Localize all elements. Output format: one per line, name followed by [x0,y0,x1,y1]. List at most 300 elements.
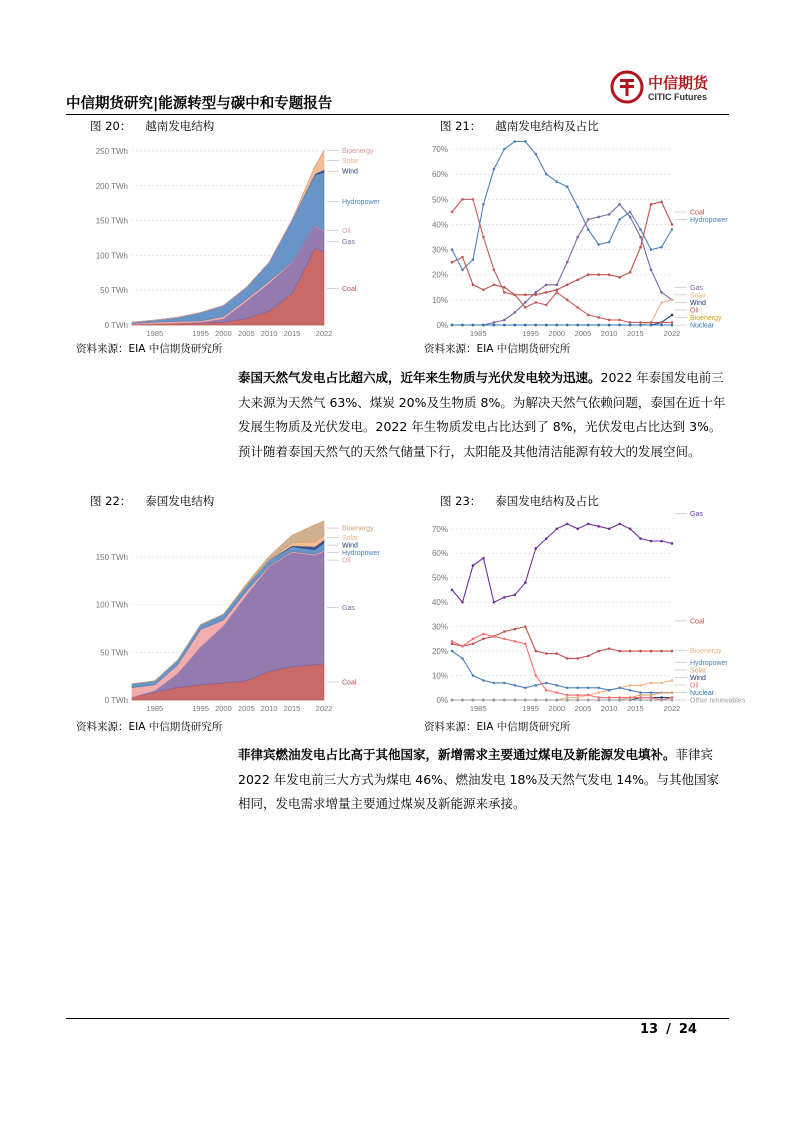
fig23-point-other-renewables [524,699,527,702]
fig23-point-hydropower [545,682,548,685]
fig21-point-hydropower [576,206,579,209]
fig21-point-oil [660,321,663,324]
fig23-point-other-renewables [503,699,506,702]
fig20-caption [90,118,214,134]
fig23-point-coal [555,652,558,655]
fig23-point-oil [608,696,611,699]
fig21-point-gas [639,236,642,239]
fig23-point-other-renewables [576,699,579,702]
fig21-y-tick-label: 50% [431,195,448,205]
fig21-point-nuclear [524,324,527,327]
paragraph-thailand-body: 2022 年泰国发电前三大来源为天然气 63%、煤炭 20%及生物质 8%。为解决天然气依赖问题，泰国在近十年发展生物质及光伏发电。2022 年生物质发电占比达到了 8%，光伏发电占比达到 3%。预计随着泰国天然气的天然气储量下行，太阳能及其他清洁能源有较大的发展空间。 [238,370,726,459]
fig23-series-label: Coal [690,618,705,626]
fig23-title: 泰国发电结构及占比 [495,494,599,508]
fig23-y-tick-label: 10% [431,671,448,681]
fig23-y-tick-label: 70% [431,524,448,534]
fig23-point-gas [671,542,674,545]
fig21-x-tick-label: 2010 [600,329,618,338]
fig21-point-gas [629,216,632,219]
fig21-point-hydropower [493,168,496,171]
fig23-line-hydropower [452,651,672,693]
fig21-point-nuclear [503,324,506,327]
fig23-point-coal [650,650,653,653]
fig21-point-hydropower [650,248,653,251]
fig21-point-hydropower [535,153,538,156]
fig21-point-oil [587,314,590,317]
fig21-point-coal [671,223,674,226]
fig23-point-hydropower [514,684,517,687]
fig22-x-tick-label: 1985 [146,704,164,713]
fig20-y-tick-label: 250 TWh [95,146,128,156]
fig23-series-label: Other renewables [690,697,746,705]
fig20-y-tick-label: 50 TWh [100,286,128,296]
fig23-point-hydropower [555,684,558,687]
fig23-y-tick-label: 40% [431,598,448,608]
fig21-point-nuclear [639,324,642,327]
fig23-series-label: Solar [690,667,707,675]
fig21-title: 越南发电结构及占比 [495,119,599,133]
fig23-point-oil [618,696,621,699]
fig21-series-label: Wind [690,299,706,307]
fig23-point-gas [545,537,548,540]
fig21-point-gas [618,203,621,206]
fig21-point-hydropower [597,243,600,246]
fig23-point-other-renewables [629,699,632,702]
citic-logo [610,70,722,110]
fig21-point-oil [461,198,464,201]
fig21-point-gas [576,236,579,239]
fig23-point-other-renewables [650,699,653,702]
fig23-line-gas [452,524,672,602]
fig23-point-gas [493,601,496,604]
fig23-point-hydropower [597,686,600,689]
fig21-point-coal [482,289,485,292]
fig21-point-coal [576,278,579,281]
fig20-y-tick-label: 150 TWh [95,216,128,226]
fig23-point-other-renewables [535,699,538,702]
fig23-point-other-renewables [618,699,621,702]
fig22-chart [70,509,382,714]
fig23-point-hydropower [618,686,621,689]
fig21-series-label: Hydropower [690,216,728,224]
fig21-point-oil [472,198,475,201]
fig23-x-tick-label: 1985 [469,704,487,713]
fig21-svg [418,134,730,339]
fig23-line-oil [452,634,672,700]
fig23-point-oil [650,696,653,699]
fig21-point-coal [472,283,475,286]
fig22-series-label: Wind [342,542,358,550]
fig23-series-label: Nuclear [690,690,715,697]
fig21-x-tick-label: 1995 [522,329,539,338]
fig23-chart [418,509,746,714]
fig23-point-oil [514,640,517,643]
fig23-point-coal [566,657,569,660]
fig22-y-tick-label: 100 TWh [95,600,128,610]
paragraph-philippines-lead: 菲律宾燃油发电占比高于其他国家，新增需求主要通过煤电及新能源发电填补。 [238,747,676,762]
fig23-point-coal [576,657,579,660]
fig20-source: 资料来源：EIA 中信期货研究所 [76,343,223,355]
page-separator: / [666,1022,671,1037]
page-current: 13 [640,1022,659,1037]
page-total: 24 [678,1022,697,1037]
fig23-point-oil [545,689,548,692]
fig23-point-oil [555,691,558,694]
fig21-point-nuclear [629,324,632,327]
fig21-point-nuclear [555,324,558,327]
fig21-point-gas [535,291,538,294]
fig21-y-tick-label: 20% [431,270,448,280]
fig21-y-tick-label: 70% [431,145,448,155]
fig21-point-hydropower [524,140,527,143]
fig23-point-hydropower [639,691,642,694]
fig21-point-gas [587,218,590,221]
fig21-point-oil [535,301,538,304]
fig23-point-hydropower [472,674,475,677]
fig21-x-tick-label: 2005 [574,329,592,338]
fig23-point-coal [618,650,621,653]
fig21-line-wind [452,315,672,325]
fig21-point-nuclear [461,324,464,327]
fig23-point-oil [451,640,454,643]
fig23-point-solar [671,691,674,694]
fig21-point-nuclear [482,324,485,327]
fig21-line-solar [452,300,672,325]
fig23-point-gas [461,601,464,604]
fig20-number: 图 20： [90,119,132,133]
fig21-point-gas [503,319,506,322]
fig23-point-hydropower [451,650,454,653]
fig22-title: 泰国发电结构 [145,494,215,508]
fig22-y-tick-label: 150 TWh [95,553,128,563]
paragraph-thailand-lead: 泰国天然气发电占比超六成，近年来生物质与光伏发电较为迅速。 [238,370,601,385]
fig23-point-gas [482,557,485,560]
fig23-point-oil [493,635,496,638]
fig21-chart [418,134,730,339]
fig21-point-hydropower [608,241,611,244]
fig21-point-nuclear [587,324,590,327]
page-number [640,1022,697,1037]
fig22-series-label: Oil [342,557,351,565]
fig23-point-gas [514,594,517,597]
fig21-x-tick-label: 2000 [548,329,566,338]
fig21-point-solar [660,301,663,304]
fig21-series-label: Gas [690,284,703,292]
fig21-number: 图 21： [440,119,482,133]
fig23-point-gas [555,527,558,530]
fig21-point-oil [639,321,642,324]
fig21-point-coal [660,201,663,204]
fig21-point-oil [545,304,548,307]
fig23-point-gas [451,589,454,592]
fig21-point-hydropower [671,228,674,231]
fig21-series-label: Coal [690,209,705,217]
fig23-point-bioenergy [660,682,663,685]
fig23-point-hydropower [608,689,611,692]
fig21-point-nuclear [650,324,653,327]
fig21-point-solar [671,299,674,302]
fig20-x-tick-label: 2000 [215,329,232,338]
fig23-point-bioenergy [629,684,632,687]
fig20-x-tick-label: 2005 [237,329,255,338]
fig21-point-hydropower [482,203,485,206]
fig23-point-other-renewables [451,699,454,702]
fig23-point-coal [524,625,527,628]
fig21-point-hydropower [472,258,475,261]
fig23-point-hydropower [629,689,632,692]
fig23-point-coal [660,650,663,653]
fig22-svg [70,509,382,714]
fig21-x-tick-label: 1985 [469,329,487,338]
fig21-point-nuclear [545,324,548,327]
fig23-point-hydropower [482,679,485,682]
header-divider [66,114,729,115]
fig21-point-hydropower [660,246,663,249]
fig21-point-nuclear [671,324,674,327]
fig23-y-tick-label: 20% [431,647,448,657]
fig21-point-hydropower [545,173,548,176]
fig21-caption [440,118,599,134]
fig22-y-tick-label: 50 TWh [100,648,128,658]
fig23-point-coal [472,642,475,645]
fig21-x-tick-label: 2022 [663,329,681,338]
fig23-y-tick-label: 50% [431,573,448,583]
fig23-point-solar [650,694,653,697]
fig23-point-bioenergy [566,696,569,699]
fig23-point-other-renewables [587,699,590,702]
fig23-point-gas [660,540,663,543]
fig21-point-nuclear [472,324,475,327]
fig23-point-other-renewables [566,699,569,702]
fig22-y-tick-label: 0 TWh [104,696,128,705]
fig22-source: 资料来源：EIA 中信期货研究所 [76,721,223,733]
fig21-point-coal [639,246,642,249]
fig23-point-gas [629,527,632,530]
fig23-point-oil [629,696,632,699]
fig20-y-tick-label: 100 TWh [95,251,128,261]
fig23-point-oil [671,696,674,699]
fig22-x-tick-label: 1995 [192,704,209,713]
fig21-point-hydropower [639,228,642,231]
fig23-point-coal [514,628,517,631]
fig23-point-other-renewables [493,699,496,702]
fig21-point-hydropower [555,180,558,183]
fig21-point-coal [503,286,506,289]
fig20-series-label: Wind [342,168,358,176]
fig20-title: 越南发电结构 [145,119,215,133]
fig21-series-label: Solar [690,292,707,300]
fig23-point-other-renewables [555,699,558,702]
logo-chinese-name: 中信期货 [648,74,709,92]
fig21-line-coal [452,202,672,295]
fig23-series-label: Hydropower [690,660,728,667]
fig21-line-oil [452,199,672,322]
fig21-point-gas [493,321,496,324]
fig23-point-gas [587,523,590,526]
fig21-point-coal [545,291,548,294]
fig21-point-gas [555,283,558,286]
fig21-point-nuclear [535,324,538,327]
fig23-series-label: Oil [690,682,699,690]
fig23-point-other-renewables [639,699,642,702]
fig23-point-coal [451,642,454,645]
fig21-point-hydropower [461,268,464,271]
fig21-point-nuclear [597,324,600,327]
fig23-point-wind [660,696,663,699]
fig22-x-tick-label: 2000 [215,704,232,713]
fig21-point-oil [451,211,454,214]
fig22-series-label: Bioenergy [342,525,374,533]
fig23-x-tick-label: 2015 [626,704,644,713]
fig23-point-gas [639,537,642,540]
paragraph-philippines-body: 菲律宾 2022 年发电前三大方式为煤电 46%、燃油发电 18%及天然气发电 14%。与其他国家相同，发电需求增量主要通过煤炭及新能源来承接。 [238,747,720,811]
fig22-series-label: Hydropower [342,550,380,558]
fig23-x-tick-label: 2005 [574,704,592,713]
fig21-point-oil [608,319,611,322]
fig21-point-coal [461,256,464,259]
citic-logo-icon [610,70,644,104]
fig23-point-hydropower [576,686,579,689]
fig21-point-oil [482,236,485,239]
fig20-x-tick-label: 2022 [315,329,333,338]
fig21-point-gas [597,216,600,219]
fig23-point-gas [618,523,621,526]
fig23-point-other-renewables [608,699,611,702]
fig23-series-label: Bioenergy [690,647,722,655]
fig21-point-oil [618,319,621,322]
fig21-point-coal [629,271,632,274]
fig21-point-coal [597,273,600,276]
fig23-point-oil [566,694,569,697]
fig20-series-label: Gas [342,238,355,246]
fig23-point-coal [629,650,632,653]
fig23-point-bioenergy [671,679,674,682]
fig20-svg [70,134,382,339]
fig23-point-oil [482,633,485,636]
fig23-x-tick-label: 1995 [522,704,539,713]
fig23-point-coal [608,647,611,650]
fig23-point-hydropower [650,691,653,694]
fig21-point-gas [545,283,548,286]
fig23-source: 资料来源：EIA 中信期货研究所 [424,721,571,733]
fig20-x-tick-label: 2015 [283,329,301,338]
fig23-point-coal [587,655,590,658]
fig21-point-hydropower [566,185,569,188]
fig21-point-oil [629,321,632,324]
fig23-point-coal [482,638,485,641]
fig21-point-nuclear [566,324,569,327]
fig23-point-oil [639,696,642,699]
fig21-point-oil [503,291,506,294]
fig21-point-nuclear [514,324,517,327]
fig21-point-oil [671,321,674,324]
fig23-point-bioenergy [597,691,600,694]
fig21-point-oil [650,321,653,324]
fig23-point-oil [587,694,590,697]
fig21-point-hydropower [503,148,506,151]
logo-english-name: CITIC Futures [648,92,708,102]
fig21-source: 资料来源：EIA 中信期货研究所 [424,343,571,355]
fig23-y-tick-label: 0% [436,696,448,705]
fig23-point-gas [503,596,506,599]
fig23-point-hydropower [493,682,496,685]
paragraph-thailand [238,366,728,464]
fig23-point-gas [650,540,653,543]
fig21-point-hydropower [587,228,590,231]
report-header-title: 中信期货研究|能源转型与碳中和专题报告 [66,96,333,112]
fig23-point-other-renewables [671,699,674,702]
fig23-point-hydropower [566,686,569,689]
fig22-x-tick-label: 2005 [237,704,255,713]
paragraph-philippines [238,743,728,817]
fig21-point-nuclear [618,324,621,327]
fig23-point-coal [535,650,538,653]
fig21-point-coal [566,283,569,286]
fig21-point-nuclear [576,324,579,327]
fig23-y-tick-label: 30% [431,622,448,632]
fig22-series-label: Solar [342,535,359,543]
fig21-point-coal [555,289,558,292]
fig23-point-coal [503,630,506,633]
fig23-point-bioenergy [576,696,579,699]
fig23-x-tick-label: 2022 [663,704,681,713]
fig21-point-hydropower [629,211,632,214]
fig23-point-oil [597,696,600,699]
fig21-y-tick-label: 60% [431,170,448,180]
fig21-point-coal [524,294,527,297]
fig21-line-gas [452,204,672,325]
fig21-point-gas [650,268,653,271]
fig23-point-coal [639,650,642,653]
fig21-point-oil [524,306,527,309]
fig20-x-tick-label: 2010 [260,329,278,338]
fig23-point-oil [503,638,506,641]
fig21-point-coal [608,273,611,276]
fig21-point-nuclear [660,324,663,327]
fig21-point-gas [566,261,569,264]
fig21-series-label: Bioenergy [690,315,722,322]
fig21-point-oil [514,294,517,297]
fig22-x-tick-label: 2015 [283,704,301,713]
fig21-point-coal [451,261,454,264]
fig21-point-gas [524,301,527,304]
fig21-point-nuclear [608,324,611,327]
fig20-series-label: Oil [342,228,351,236]
fig20-y-tick-label: 200 TWh [95,181,128,191]
fig21-point-hydropower [451,248,454,251]
fig21-point-oil [566,299,569,302]
fig23-series-label: Gas [690,510,703,518]
fig21-point-coal [493,283,496,286]
fig21-y-tick-label: 40% [431,220,448,230]
fig23-number: 图 23： [440,494,482,508]
fig21-point-oil [576,306,579,309]
fig23-point-oil [524,642,527,645]
fig23-line-coal [452,627,672,659]
fig23-point-oil [472,638,475,641]
fig23-point-other-renewables [514,699,517,702]
fig23-point-gas [608,527,611,530]
fig20-series-label: Coal [342,285,357,293]
fig22-caption [90,493,214,509]
fig23-point-hydropower [535,684,538,687]
fig21-series-label: Oil [690,307,699,315]
fig23-caption [440,493,599,509]
fig21-point-nuclear [451,324,454,327]
fig23-point-gas [576,527,579,530]
fig21-point-oil [493,268,496,271]
fig22-x-tick-label: 2022 [315,704,333,713]
